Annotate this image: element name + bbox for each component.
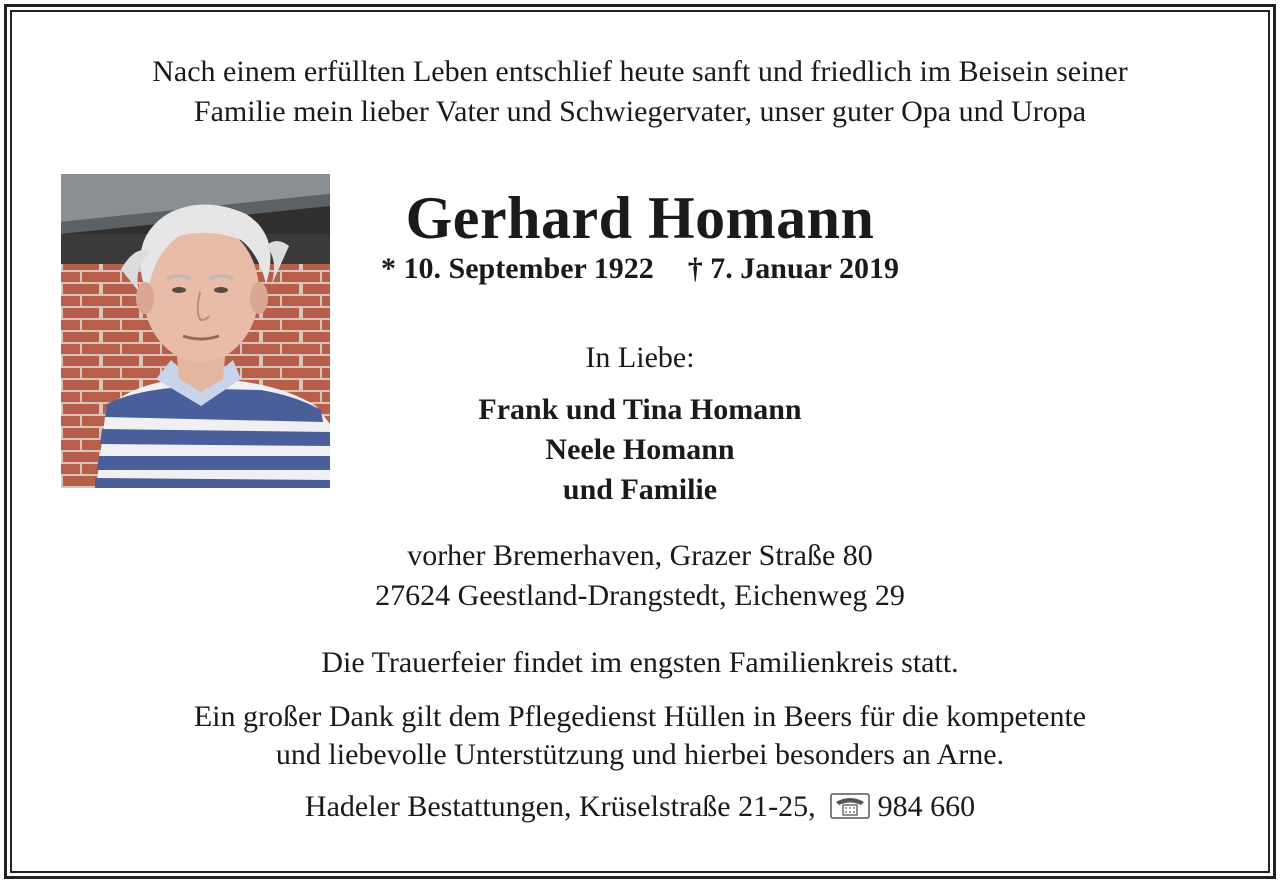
life-dates (330, 252, 950, 286)
mourner-name: und Familie (562, 473, 718, 506)
deceased-name: Gerhard Homann (405, 185, 875, 251)
thanks-line-2: und liebevolle Unterstützung und hierbei besonders an Arne. (275, 738, 1005, 771)
mourner-name: Frank und Tina Homann (478, 393, 802, 426)
thanks-line-1: Ein großer Dank gilt dem Pflegedienst Hüllen in Beers für die kompetente (193, 700, 1087, 733)
address-line-1: vorher Bremerhaven, Grazer Straße 80 (407, 539, 873, 572)
telephone-icon (830, 790, 870, 816)
funeral-note: Die Trauerfeier findet im engsten Familienkreis statt. (321, 646, 959, 679)
address-line-2: 27624 Geestland-Drangstedt, Eichenweg 29 (375, 579, 905, 612)
mourners-intro: In Liebe: (585, 341, 695, 374)
undertaker-text: Hadeler Bestattungen, Krüselstraße 21-25, (304, 790, 816, 823)
phone-number: 984 660 (877, 790, 976, 823)
mourner-name: Neele Homann (545, 433, 735, 466)
undertaker-line (0, 787, 1280, 827)
intro-line-2: Familie mein lieber Vater und Schwiegervater, unser guter Opa und Uropa (193, 95, 1087, 128)
intro-line-1: Nach einem erfüllten Leben entschlief heute sanft und friedlich im Beisein seiner (152, 55, 1128, 88)
birth-date: * 10. September 1922 (381, 252, 654, 285)
death-date: † 7. Januar 2019 (687, 252, 899, 285)
